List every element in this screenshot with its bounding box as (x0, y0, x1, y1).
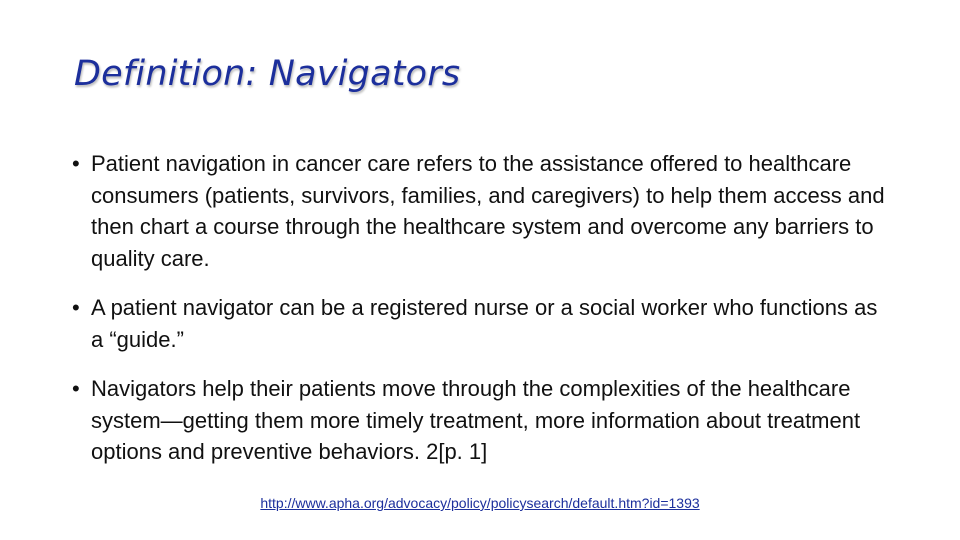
slide-title: Definition: Navigators (74, 54, 461, 94)
source-link[interactable]: http://www.apha.org/advocacy/policy/policysearch/default.htm?id=1393 (260, 495, 700, 511)
bullet-marker-icon: • (72, 376, 80, 401)
bullet-text: Navigators help their patients move through the complexities of the healthcare system—getting them more timely treatment, more information about treatment options and preventive behaviors. 2[p. 1] (91, 376, 861, 464)
bullet-text: A patient navigator can be a registered nurse or a social worker who functions as a “guide.” (91, 295, 878, 352)
bullet-list (72, 148, 892, 468)
bullet-item (72, 148, 892, 274)
bullet-item (72, 292, 892, 355)
bullet-marker-icon: • (72, 151, 80, 176)
bullet-item (72, 373, 892, 468)
bullet-marker-icon: • (72, 295, 80, 320)
bullet-text: Patient navigation in cancer care refers to the assistance offered to healthcare consumers (patients, survivors, families, and caregivers) to help them access and then chart a course through the healthcare system and overcome any barriers to quality care. (91, 151, 885, 271)
